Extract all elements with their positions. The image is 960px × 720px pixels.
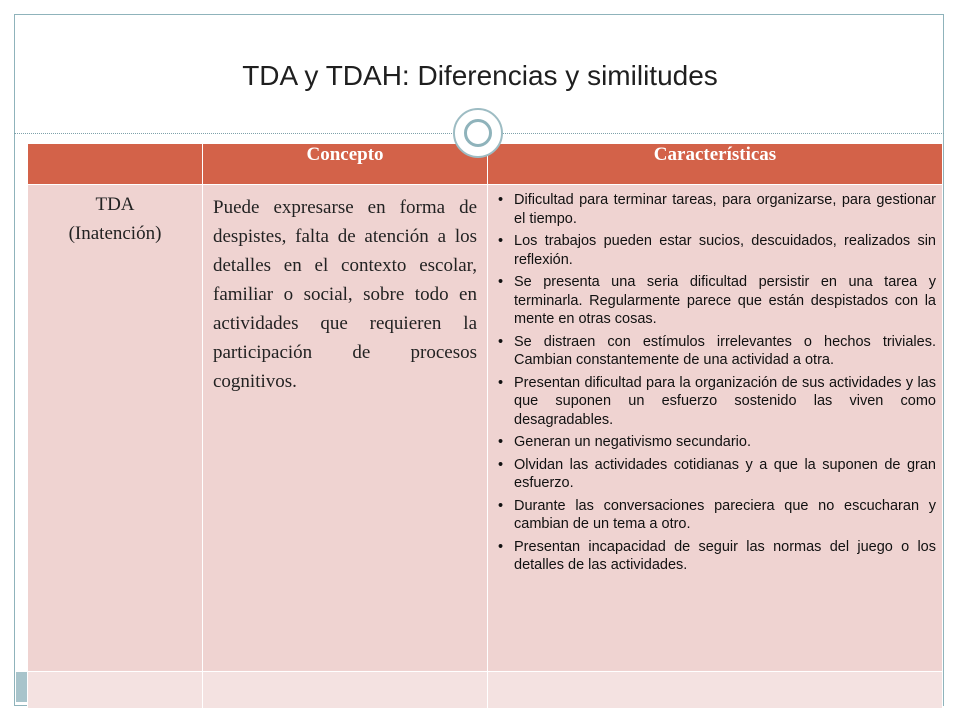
slide-title: TDA y TDAH: Diferencias y similitudes: [242, 60, 718, 91]
list-item-text: Los trabajos pueden estar sucios, descuidados, realizados sin reflexión.: [514, 233, 936, 268]
bullet-icon: •: [498, 456, 504, 473]
concept-name: TDA: [95, 194, 135, 215]
concept-qualifier: (Inatención): [68, 223, 162, 244]
list-item-text: Se distraen con estímulos irrelevantes o hechos triviales. Cambian constantemente de una actividad a otra.: [514, 333, 936, 368]
list-item-text: Generan un negativismo secundario.: [514, 434, 751, 450]
bullet-icon: •: [498, 233, 504, 249]
list-item: [496, 538, 936, 575]
bullet-icon: •: [498, 192, 504, 208]
table-footer-row: [28, 672, 943, 709]
bullet-icon: •: [498, 274, 504, 290]
list-item-text: Durante las conversaciones pareciera que no escucharan y cambian de un tema a otro.: [514, 497, 936, 532]
list-item: [496, 456, 936, 493]
header-cell-empty: [28, 144, 203, 185]
list-item: [496, 433, 936, 452]
characteristics-list: [488, 185, 942, 575]
description-cell: [203, 185, 488, 672]
comparison-table: [27, 143, 943, 709]
footer-cell: [488, 672, 943, 709]
circle-ornament-icon: [453, 108, 503, 158]
circle-ornament-inner: [464, 119, 492, 147]
list-item: [496, 232, 936, 269]
table-row: [28, 185, 943, 672]
bullet-icon: •: [498, 538, 504, 555]
header-cell-caracteristicas: Características: [488, 144, 943, 185]
list-item: [496, 497, 936, 534]
concept-cell: [28, 185, 203, 672]
list-item-text: Presentan incapacidad de seguir las normas del juego o los detalles de las actividades.: [514, 538, 936, 573]
list-item: [496, 374, 936, 430]
footer-cell: [203, 672, 488, 709]
list-item: [496, 273, 936, 329]
concept-description: Puede expresarse en forma de despistes, falta de atención a los detalles en el contexto escolar, familiar o social, sobre todo en actividades que requieren la participación de procesos cognitivos.: [213, 197, 477, 392]
bullet-icon: •: [498, 497, 504, 514]
list-item: [496, 191, 936, 228]
characteristics-cell: [488, 185, 943, 672]
list-item-text: Olvidan las actividades cotidianas y a que la suponen de gran esfuerzo.: [514, 456, 936, 491]
bullet-icon: •: [498, 374, 504, 391]
list-item-text: Se presenta una seria dificultad persistir en una tarea y terminarla. Regularmente parece que están despistados con la mente en otras cosas.: [514, 274, 936, 327]
bullet-icon: •: [498, 434, 504, 450]
footer-cell: [28, 672, 203, 709]
header-cell-concepto: Concepto: [203, 144, 488, 185]
bullet-icon: •: [498, 333, 504, 350]
list-item-text: Dificultad para terminar tareas, para organizarse, para gestionar el tiempo.: [514, 192, 936, 227]
list-item-text: Presentan dificultad para la organización de sus actividades y las que suponen un esfuerzo sostenido las viven como desagradables.: [514, 374, 936, 428]
list-item: [496, 333, 936, 370]
